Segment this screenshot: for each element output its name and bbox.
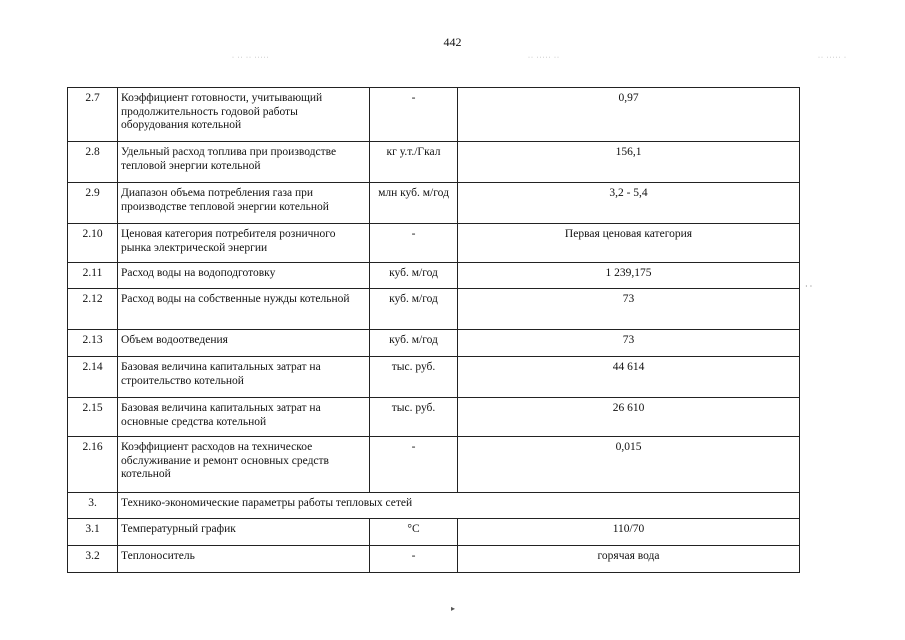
scan-artifact: · ·· ·· ····· (232, 55, 270, 61)
parameter-name: Теплоноситель (118, 546, 370, 573)
value: 156,1 (458, 142, 800, 183)
row-number: 2.15 (68, 398, 118, 437)
row-number: 2.13 (68, 330, 118, 357)
row-number: 2.16 (68, 437, 118, 493)
parameter-name: Объем водоотведения (118, 330, 370, 357)
value: 44 614 (458, 357, 800, 398)
unit: куб. м/год (370, 263, 458, 289)
scan-artifact: ▸ (451, 604, 456, 613)
table-row (68, 183, 800, 224)
unit: - (370, 437, 458, 493)
table-row (68, 289, 800, 330)
table-row (68, 519, 800, 546)
unit: °C (370, 519, 458, 546)
table-row (68, 142, 800, 183)
parameter-name: Базовая величина капитальных затрат на основные средства котельной (118, 398, 370, 437)
unit: млн куб. м/год (370, 183, 458, 224)
row-number: 2.8 (68, 142, 118, 183)
table-row (68, 263, 800, 289)
parameter-name: Диапазон объема потребления газа при производстве тепловой энергии котельной (118, 183, 370, 224)
row-number: 2.11 (68, 263, 118, 289)
unit: - (370, 546, 458, 573)
parameter-name: Базовая величина капитальных затрат на строительство котельной (118, 357, 370, 398)
scan-artifact: · · (805, 282, 813, 291)
value: 1 239,175 (458, 263, 800, 289)
row-number: 2.10 (68, 224, 118, 263)
parameter-name: Удельный расход топлива при производстве тепловой энергии котельной (118, 142, 370, 183)
unit: - (370, 88, 458, 142)
scan-artifact: ·· ····· ·· (528, 55, 560, 61)
table-row (68, 224, 800, 263)
table-row (68, 546, 800, 573)
page-number: 442 (443, 35, 462, 49)
scan-artifact: ·· ····· · (818, 55, 847, 61)
row-number: 3.2 (68, 546, 118, 573)
unit: кг у.т./Гкал (370, 142, 458, 183)
value: горячая вода (458, 546, 800, 573)
table-row (68, 330, 800, 357)
value: Первая ценовая категория (458, 224, 800, 263)
parameter-name: Расход воды на собственные нужды котельной (118, 289, 370, 330)
row-number: 2.12 (68, 289, 118, 330)
parameter-name: Температурный график (118, 519, 370, 546)
value: 73 (458, 330, 800, 357)
unit: куб. м/год (370, 289, 458, 330)
row-number: 2.14 (68, 357, 118, 398)
section-row (68, 493, 800, 519)
table-row (68, 357, 800, 398)
row-number: 3.1 (68, 519, 118, 546)
value: 3,2 - 5,4 (458, 183, 800, 224)
table-row (68, 88, 800, 142)
parameter-name: Ценовая категория потребителя розничного рынка электрической энергии (118, 224, 370, 263)
unit: тыс. руб. (370, 398, 458, 437)
value: 26 610 (458, 398, 800, 437)
unit: - (370, 224, 458, 263)
parameter-name: Коэффициент расходов на техническое обслуживание и ремонт основных средств котельной (118, 437, 370, 493)
unit: куб. м/год (370, 330, 458, 357)
value: 73 (458, 289, 800, 330)
parameter-name: Расход воды на водоподготовку (118, 263, 370, 289)
parameters-table (67, 87, 800, 573)
table-row (68, 398, 800, 437)
row-number: 2.7 (68, 88, 118, 142)
parameter-name: Коэффициент готовности, учитывающий продолжительность годовой работы оборудования котельной (118, 88, 370, 142)
value: 110/70 (458, 519, 800, 546)
unit: тыс. руб. (370, 357, 458, 398)
table-row (68, 437, 800, 493)
value: 0,015 (458, 437, 800, 493)
section-number: 3. (68, 493, 118, 519)
value: 0,97 (458, 88, 800, 142)
row-number: 2.9 (68, 183, 118, 224)
section-title: Технико-экономические параметры работы тепловых сетей (118, 493, 800, 519)
